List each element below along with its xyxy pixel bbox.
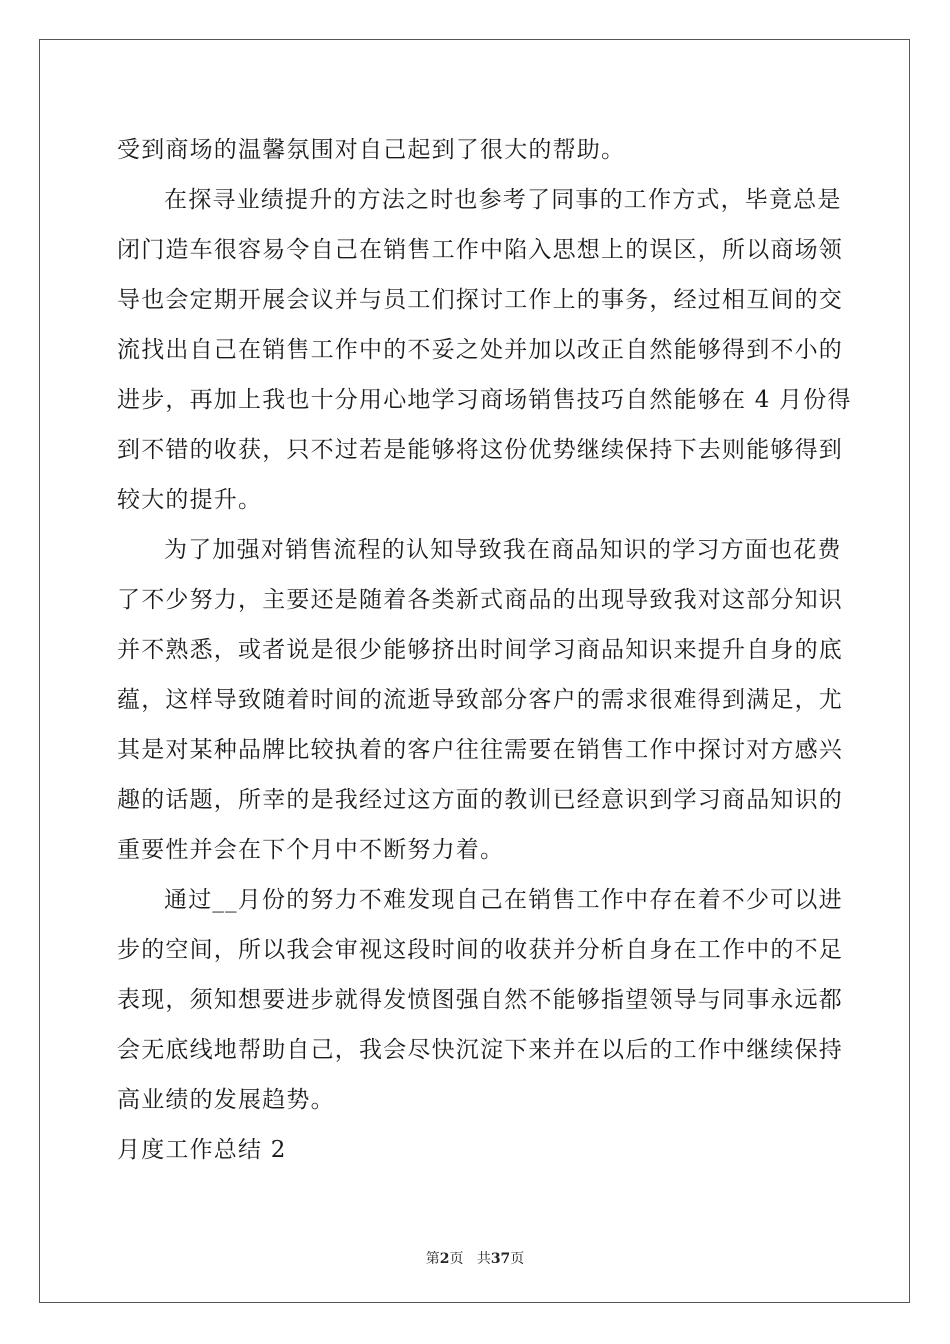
text-line: 到不错的收获，只不过若是能够将这份优势继续保持下去则能够得到	[117, 437, 843, 463]
text-line: 闭门造车很容易令自己在销售工作中陷入思想上的误区，所以商场领	[117, 237, 843, 263]
total-suffix: 页	[510, 1251, 525, 1267]
text-line: 步的空间，所以我会审视这段时间的收获并分析自身在工作中的不足	[117, 937, 843, 963]
total-prefix: 共	[476, 1251, 491, 1267]
text-line: 趣的话题，所幸的是我经过这方面的教训已经意识到学习商品知识的	[117, 787, 843, 813]
text-line: 进步，再加上我也十分用心地学习商场销售技巧自然能够在 4 月份得	[117, 387, 852, 413]
text-line: 了不少努力，主要还是随着各类新式商品的出现导致我对这部分知识	[117, 587, 843, 613]
page-suffix: 页	[449, 1251, 464, 1267]
total-pages: 37	[490, 1251, 511, 1267]
text-line: 其是对某种品牌比较执着的客户往往需要在销售工作中探讨对方感兴	[117, 737, 843, 763]
paragraph-start-line: 在探寻业绩提升的方法之时也参考了同事的工作方式，毕竟总是	[164, 187, 842, 213]
page-number: 2	[439, 1251, 450, 1267]
text-line: 重要性并会在下个月中不断努力着。	[117, 837, 505, 863]
text-line: 蕴，这样导致随着时间的流逝导致部分客户的需求很难得到满足，尤	[117, 687, 843, 713]
text-line: 导也会定期开展会议并与员工们探讨工作上的事务，经过相互间的交	[117, 287, 843, 313]
text-line: 流找出自己在销售工作中的不妥之处并加以改正自然能够得到不小的	[117, 337, 843, 363]
text-line: 会无底线地帮助自己，我会尽快沉淀下来并在以后的工作中继续保持	[117, 1037, 843, 1063]
document-body	[117, 125, 852, 1175]
text-line: 受到商场的温馨氛围对自己起到了很大的帮助。	[117, 137, 626, 163]
page-footer	[0, 1248, 950, 1268]
text-line: 较大的提升。	[117, 487, 263, 513]
text-line: 表现，须知想要进步就得发愤图强自然不能够指望领导与同事永远都	[117, 987, 843, 1013]
page-prefix: 第	[425, 1251, 440, 1267]
text-line: 高业绩的发展趋势。	[117, 1087, 335, 1113]
paragraph-start-line: 通过__月份的努力不难发现自己在销售工作中存在着不少可以进	[164, 887, 843, 913]
section-heading: 月度工作总结 2	[117, 1137, 287, 1163]
text-line: 并不熟悉，或者说是很少能够挤出时间学习商品知识来提升自身的底	[117, 637, 843, 663]
paragraph-start-line: 为了加强对销售流程的认知导致我在商品知识的学习方面也花费	[164, 537, 842, 563]
